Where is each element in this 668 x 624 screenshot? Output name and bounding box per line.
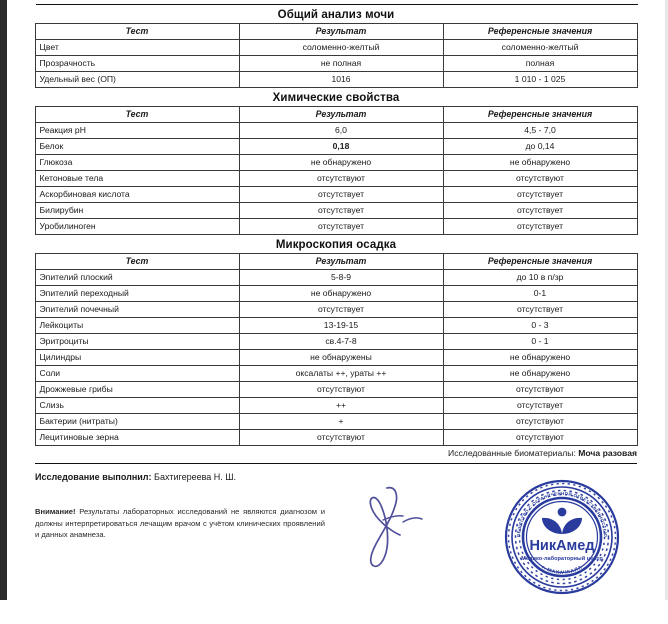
page-edge-left <box>0 0 7 600</box>
table-chemical-properties <box>35 106 638 235</box>
table-row <box>35 219 637 235</box>
cell-reference: 1 010 - 1 025 <box>443 72 637 88</box>
column-header-test: Тест <box>35 24 239 40</box>
disclaimer-body: Результаты лабораторных исследований не являются диагнозом и должны интерпретироваться лечащим врачом с учётом клинических проявлений и данных анамнеза. <box>35 507 325 539</box>
performer-label: Исследование выполнил: <box>35 472 152 482</box>
cell-test: Соли <box>35 366 239 382</box>
cell-reference: отсутствует <box>443 398 637 414</box>
cell-test: Цилиндры <box>35 350 239 366</box>
table-row <box>35 414 637 430</box>
cell-reference: не обнаружено <box>443 155 637 171</box>
section-title-general: Общий анализ мочи <box>277 9 395 21</box>
cell-test: Прозрачность <box>35 56 239 72</box>
table-row <box>35 334 637 350</box>
stamp-brand-text: НикАмед <box>529 538 595 554</box>
section-title-chemical: Химические свойства <box>272 92 400 104</box>
cell-result: 0,18 <box>239 139 443 155</box>
cell-test: Цвет <box>35 40 239 56</box>
table-row <box>35 398 637 414</box>
cell-test: Глюкоза <box>35 155 239 171</box>
table-row <box>35 302 637 318</box>
cell-result: отсутствуют <box>239 171 443 187</box>
column-header-reference: Референсные значения <box>443 24 637 40</box>
cell-reference: не обнаружено <box>443 366 637 382</box>
cell-test: Лейкоциты <box>35 318 239 334</box>
cell-test: Лецитиновые зерна <box>35 430 239 446</box>
cell-reference: отсутствует <box>443 187 637 203</box>
table-row <box>35 171 637 187</box>
table-row <box>35 366 637 382</box>
cell-result: 5-8-9 <box>239 270 443 286</box>
report-footer <box>35 464 637 624</box>
cell-result: ++ <box>239 398 443 414</box>
cell-result: не обнаружены <box>239 350 443 366</box>
cell-result: не полная <box>239 56 443 72</box>
cell-result: 6,0 <box>239 123 443 139</box>
cell-result: оксалаты ++, ураты ++ <box>239 366 443 382</box>
cell-result: отсутствует <box>239 302 443 318</box>
cell-result: отсутствует <box>239 203 443 219</box>
table-row <box>35 270 637 286</box>
table-row <box>35 155 637 171</box>
cell-test: Эпителий плоский <box>35 270 239 286</box>
column-header-result: Результат <box>239 107 443 123</box>
table-header-row <box>35 254 637 270</box>
cell-test: Эритроциты <box>35 334 239 350</box>
column-header-test: Тест <box>35 254 239 270</box>
biomaterial-line <box>35 448 637 458</box>
cell-reference: отсутствуют <box>443 430 637 446</box>
cell-reference: отсутствует <box>443 203 637 219</box>
cell-reference: 4,5 - 7,0 <box>443 123 637 139</box>
table-header-row <box>35 107 637 123</box>
cell-test: Билирубин <box>35 203 239 219</box>
cell-result: отсутствуют <box>239 430 443 446</box>
cell-reference: отсутствуют <box>443 382 637 398</box>
cell-reference: отсутствует <box>443 302 637 318</box>
table-row <box>35 382 637 398</box>
cell-result: отсутствует <box>239 187 443 203</box>
cell-reference: отсутствуют <box>443 171 637 187</box>
lab-report-sheet <box>7 0 665 600</box>
column-header-reference: Референсные значения <box>443 254 637 270</box>
stamp-ring-top-text: ОБЩЕСТВО С ОГРАНИЧЕННОЙ ОТВЕТСТВЕННОСТЬЮ <box>515 490 609 538</box>
cell-reference: до 10 в п/зр <box>443 270 637 286</box>
cell-test: Бактерии (нитраты) <box>35 414 239 430</box>
performer-line <box>35 472 236 482</box>
table-row <box>35 123 637 139</box>
signature-image <box>353 482 473 577</box>
cell-test: Дрожжевые грибы <box>35 382 239 398</box>
cell-test: Кетоновые тела <box>35 171 239 187</box>
cell-result: не обнаружено <box>239 286 443 302</box>
cell-reference: до 0,14 <box>443 139 637 155</box>
biomaterial-label: Исследованные биоматериалы: <box>448 448 576 458</box>
table-row <box>35 139 637 155</box>
cell-test: Белок <box>35 139 239 155</box>
cell-reference: соломенно-желтый <box>443 40 637 56</box>
cell-reference: 0-1 <box>443 286 637 302</box>
disclaimer-text <box>35 506 325 541</box>
cell-reference: полная <box>443 56 637 72</box>
cell-result: соломенно-желтый <box>239 40 443 56</box>
table-row <box>35 203 637 219</box>
stamp-subtitle-text: Медико-лабораторный центр <box>521 556 603 562</box>
table-row <box>35 318 637 334</box>
cell-result: отсутствуют <box>239 382 443 398</box>
biomaterial-value: Моча разовая <box>578 448 637 458</box>
column-header-result: Результат <box>239 24 443 40</box>
stamp-ring-bottom-text: г. МАХАЧКАЛА <box>540 564 584 577</box>
cell-test: Удельный вес (ОП) <box>35 72 239 88</box>
section-title-microscopy: Микроскопия осадка <box>275 239 397 251</box>
report-content <box>7 0 665 624</box>
cell-test: Эпителий переходный <box>35 286 239 302</box>
table-sediment-microscopy <box>35 253 638 446</box>
table-general-urinalysis <box>35 23 638 88</box>
table-row <box>35 72 637 88</box>
cell-result: 1016 <box>239 72 443 88</box>
cell-result: не обнаружено <box>239 155 443 171</box>
disclaimer-warning: Внимание! <box>35 507 76 516</box>
cell-result: + <box>239 414 443 430</box>
cell-test: Слизь <box>35 398 239 414</box>
cell-reference: отсутствует <box>443 219 637 235</box>
column-header-reference: Референсные значения <box>443 107 637 123</box>
cell-test: Эпителий почечный <box>35 302 239 318</box>
cell-reference: не обнаружено <box>443 350 637 366</box>
table-row <box>35 56 637 72</box>
table-row <box>35 187 637 203</box>
table-row <box>35 286 637 302</box>
cell-result: отсутствует <box>239 219 443 235</box>
cell-test: Реакция pH <box>35 123 239 139</box>
cell-test: Уробилиноген <box>35 219 239 235</box>
column-header-result: Результат <box>239 254 443 270</box>
table-row <box>35 430 637 446</box>
column-header-test: Тест <box>35 107 239 123</box>
cell-test: Аскорбиновая кислота <box>35 187 239 203</box>
cell-result: св.4-7-8 <box>239 334 443 350</box>
performer-name: Бахтигереева Н. Ш. <box>154 472 237 482</box>
table-row <box>35 350 637 366</box>
cell-result: 13-19-15 <box>239 318 443 334</box>
cell-reference: 0 - 1 <box>443 334 637 350</box>
table-header-row <box>35 24 637 40</box>
company-stamp <box>503 478 621 596</box>
table-row <box>35 40 637 56</box>
cell-reference: отсутствуют <box>443 414 637 430</box>
cell-reference: 0 - 3 <box>443 318 637 334</box>
